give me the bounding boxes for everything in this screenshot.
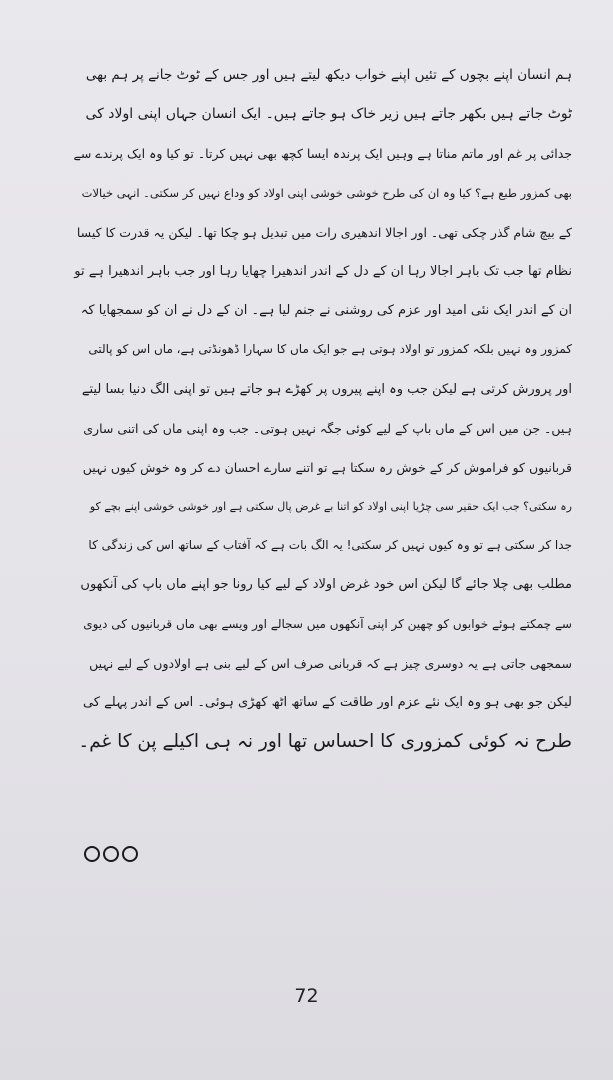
- text-line: اور پرورش کرتی ہے لیکن جب وہ اپنے پیروں پر کھڑے ہو جاتے ہیں تو اپنی الگ دنیا بسا لیتے: [81, 381, 572, 397]
- text-line: ہم انسان اپنے بچوں کے تئیں اپنے خواب دیکھ لیتے ہیں اور جس کے ٹوٹ جانے پر ہم بھی: [85, 67, 572, 83]
- text-line: کمزور وہ نہیں بلکہ کمزور تو اولاد ہوتی ہے جو ایک ماں کا سہارا ڈھونڈتی ہے، ماں اس کو پالتی: [88, 342, 572, 357]
- text-line: لیکن جو بھی ہو وہ ایک نئے عزم اور طاقت کے ساتھ اٹھ کھڑی ہوئی۔ اس کے اندر پہلے کی: [82, 695, 572, 710]
- text-line: سمجھی جاتی ہے یہ دوسری چیز ہے کہ قربانی صرف اس کے لیے بنی ہے اولادوں کے لیے نہیں: [89, 655, 572, 671]
- text-line: سے چمکتے ہوئے خوابوں کو چھین کر اپنی آنکھوں میں سجالے اور ویسے بھی ماں قربانیوں کی دیوی: [83, 616, 572, 631]
- text-line: ان کے اندر ایک نئی امید اور عزم کی روشنی نے جنم لیا ہے۔ ان کے دل نے ان کو سمجھایا کہ: [80, 303, 572, 319]
- paragraph: [72, 56, 572, 761]
- text-line: قربانیوں کو فراموش کر کے خوش رہ سکتا ہے تو اتنے سارے احسان دے کر وہ خوش کیوں نہیں: [82, 459, 572, 475]
- ornament-circle-icon: [103, 846, 119, 862]
- ornament-circle-icon: [84, 846, 100, 862]
- text-line: ٹوٹ جاتے ہیں بکھر جاتے ہیں زیر خاک ہو جاتے ہیں۔ ایک انسان جہاں اپنی اولاد کی: [85, 106, 572, 123]
- text-line: جدائی پر غم اور ماتم مناتا ہے وہیں ایک پرندہ ایسا کچھ بھی نہیں کرتا۔ تو کیا وہ ایک پرندے سے: [73, 146, 572, 162]
- text-line: رہ سکتی؟ جب ایک حقیر سی چڑیا اپنی اولاد کو اتنا بے غرض پال سکتی ہے اور خوشی خوشی اپنے بچے کو: [89, 500, 572, 514]
- text-line: بھی کمزور طبع ہے؟ کیا وہ ان کی طرح خوشی خوشی اپنی اولاد کو وداع نہیں کر سکتی۔ انہی خیالات: [81, 185, 572, 200]
- text-line: مطلب بھی چلا جائے گا لیکن اس خود غرض اولاد کے لیے کیا رونا جو اپنے ماں باپ کی آنکھوں: [80, 577, 572, 593]
- ornament-circle-icon: [122, 846, 138, 862]
- text-line: کے بیچ شام گذر چکی تھی۔ اور اجالا اندھیری رات میں تبدیل ہو چکا تھا۔ لیکن یہ قدرت کا کیسا: [76, 224, 572, 240]
- text-line: جدا کر سکتی ہے تو وہ کیوں نہیں کر سکتی! یہ الگ بات ہے کہ آفتاب کے ساتھ اس کی زندگی کا: [88, 538, 572, 553]
- text-line: نظام تھا جب تک باہر اجالا رہا ان کے دل کے اندر اندھیرا چھایا رہا اور جب باہر اندھیرا ہے تو: [74, 263, 572, 279]
- text-line: ہیں۔ جن میں اس کے ماں باپ کے لیے کوئی جگہ نہیں ہوتی۔ جب وہ اپنی ماں کی اتنی ساری: [83, 420, 572, 436]
- text-line: طرح نہ کوئی کمزوری کا احساس تھا اور نہ ہی اکیلے پن کا غم۔: [78, 731, 572, 753]
- section-end-ornament: [84, 846, 138, 862]
- page-number: 72: [294, 985, 319, 1007]
